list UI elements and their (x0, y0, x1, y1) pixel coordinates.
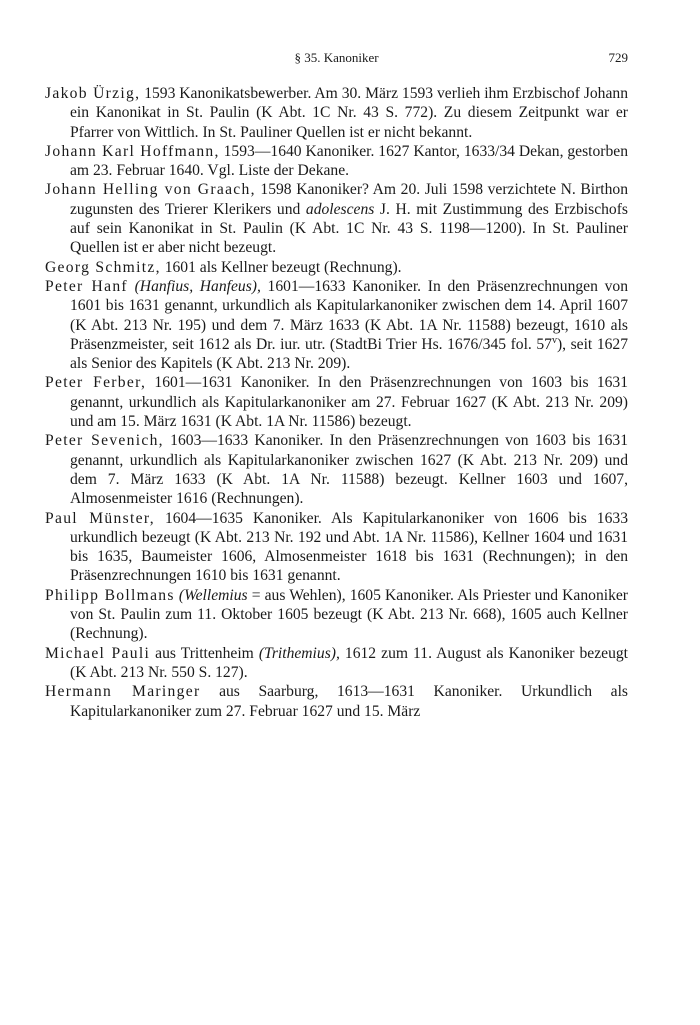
entry-text: J. H. mit Zustimmung des Erzbischofs auf sein Kanonikat in St. Paulin (K Abt. 1C Nr. 43 S. 1198—1200). In St. Pauliner Quellen ist er aber nicht bezeugt. (70, 200, 628, 257)
entry-georg-schmitz (45, 258, 628, 277)
entry-name: Hermann Maringer (45, 683, 201, 701)
entry-text: 1612 zum 11. August als Kanoniker bezeugt (K Abt. 213 Nr. 550 S. 127). (70, 644, 628, 681)
entry-list (45, 84, 628, 721)
entry-name: Georg Schmitz, (45, 258, 161, 276)
entry-latin-term: (Wellemius (174, 586, 248, 604)
entry-johann-karl-hoffmann (45, 142, 628, 181)
entry-text: 1593 Kanonikatsbewerber. Am 30. März 1593 verlieh ihm Erzbischof Johann ein Kanonikat in St. Paulin (K Abt. 1C Nr. 43 S. 772). Zu diesem Zeitpunkt war er Pfarrer von Wittlich. In St. Pauliner Quellen ist er nicht bekannt. (70, 85, 628, 141)
entry-name: Peter Ferber, (45, 374, 147, 392)
entry-peter-hanf (45, 277, 628, 373)
entry-peter-ferber (45, 373, 628, 431)
running-header (45, 50, 628, 72)
superscript: v (551, 334, 557, 346)
entry-name: Johann Karl Hoffmann, (45, 142, 220, 160)
entry-latin-term: (Trithemius), (258, 644, 340, 662)
entry-name: Paul Münster, (45, 509, 155, 527)
entry-paul-munster (45, 509, 628, 586)
entry-peter-sevenich (45, 431, 628, 508)
entry-name: Michael Pauli (45, 644, 151, 662)
section-title: § 35. Kanoniker (294, 50, 379, 65)
entry-text: 1601 als Kellner bezeugt (Rechnung). (160, 258, 402, 276)
entry-latin-term: adolescens (305, 200, 375, 218)
entry-text: 1603—1633 Kanoniker. In den Präsenzrechnungen von 1603 bis 1631 genannt, urkundlich als Kapitularkanoniker zwischen 1627 (K Abt. 213 Nr. 209) und dem 7. März 1633 (K Abt. 1A Nr. 11588) bezeugt. Kellner 1603 und 1607, Almosenmeister 1616 (Rechnungen). (70, 432, 629, 508)
entry-text: 1593—1640 Kanoniker. 1627 Kantor, 1633/34 Dekan, gestorben am 23. Februar 1640. Vgl. Liste der Dekane. (70, 142, 629, 180)
entry-latin-term: (Hanfius, Hanfeus), (127, 277, 261, 295)
entry-text: aus Trittenheim (150, 644, 259, 662)
entry-name: Peter Sevenich, (45, 432, 164, 450)
entry-name: Peter Hanf (45, 277, 128, 295)
entry-text: 1604—1635 Kanoniker. Als Kapitularkanoniker von 1606 bis 1633 urkundlich bezeugt (K Abt. 213 Nr. 192 und Abt. 1A Nr. 11586), Kellner 1604 und 1631 bis 1635, Baumeister 1606, Almosenmeister 1618 bis 1631 (Rechnungen); in den Präsenzrechnungen 1610 bis 1631 genannt. (70, 509, 628, 585)
entry-text: aus Saarburg, 1613—1631 Kanoniker. Urkundlich als Kapitularkanoniker zum 27. Februar 1627 und 15. März (70, 683, 628, 720)
entry-text: 1598 Kanoniker? Am 20. Juli 1598 verzichtete N. Birthon zugunsten des Trierer Klerikers und (70, 181, 629, 218)
entry-name: Jakob Ürzig, (45, 85, 141, 102)
entry-michael-pauli (45, 644, 628, 683)
entry-philipp-bollmans (45, 586, 628, 644)
entry-name: Philipp Bollmans (45, 586, 175, 604)
entry-text: 1601—1633 Kanoniker. In den Präsenzrechnungen von 1601 bis 1631 genannt, urkundlich als Kapitularkanoniker zwischen dem 14. April 1607 (K Abt. 213 Nr. 195) und dem 7. März 1633 (K Abt. 1A Nr. 11588) bezeugt, 1610 als Präsenzmeister, seit 1612 als Dr. iur. utr. (StadtBi Trier Hs. 1676/345 fol. 57 (70, 277, 628, 353)
entry-text: 1601—1631 Kanoniker. In den Präsenzrechnungen von 1603 bis 1631 genannt, urkundlich als Kapitularkanoniker am 27. Februar 1627 (K Abt. 213 Nr. 209) und am 15. März 1631 (K Abt. 1A Nr. 11586) bezeugt. (70, 374, 629, 431)
entry-jakob-urzig (45, 84, 628, 142)
entry-johann-helling (45, 180, 628, 257)
entry-name: Johann Helling von Graach, (45, 181, 256, 199)
entry-text: ), seit 1627 als Senior des Kapitels (K Abt. 213 Nr. 209). (70, 335, 629, 373)
entry-hermann-maringer (45, 682, 628, 721)
entry-text: = aus Wehlen), 1605 Kanoniker. Als Priester und Kanoniker von St. Paulin zum 11. Oktober 1605 bezeugt (K Abt. 213 Nr. 668), 1605 auch Kellner (Rechnung). (70, 586, 628, 643)
page-number: 729 (608, 50, 628, 65)
